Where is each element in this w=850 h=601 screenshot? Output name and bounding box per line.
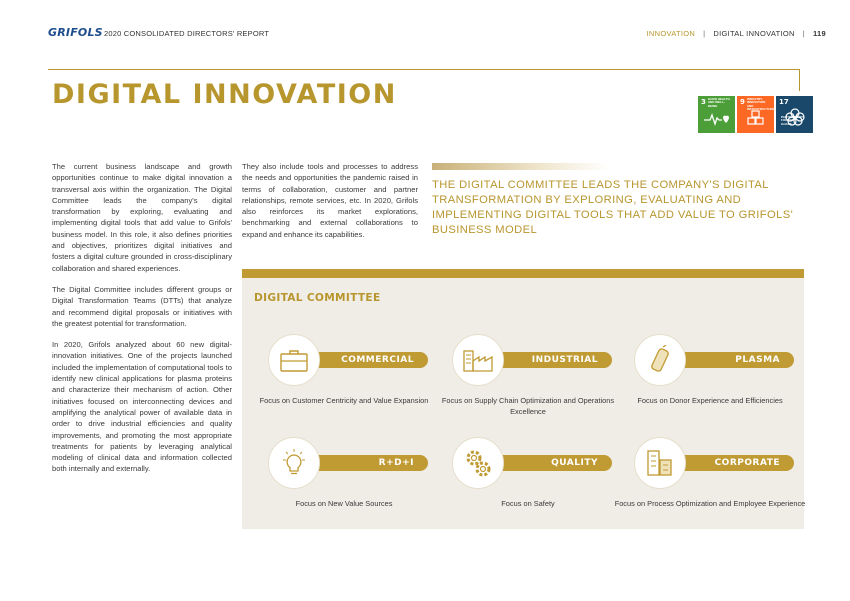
plasma-bag-icon — [634, 334, 686, 386]
team-focus: Focus on Safety — [501, 499, 555, 508]
breadcrumb-separator: | — [802, 29, 805, 38]
team-focus: Focus on Supply Chain Optimization and Operations Excellence — [441, 396, 615, 416]
breadcrumb — [647, 29, 826, 38]
team-focus: Focus on New Value Sources — [295, 499, 393, 508]
report-title: 2020 CONSOLIDATED DIRECTORS' REPORT — [104, 29, 270, 38]
team-plasma — [610, 318, 783, 418]
team-label: COMMERCIAL — [278, 352, 428, 368]
body-paragraph: The Digital Committee includes different groups or Digital Transformation Teams (DTTs) that analyze and recommend digital proposals or initiatives with the greatest potential for transformation. — [52, 284, 232, 328]
title-divider-corner — [799, 69, 800, 91]
breadcrumb-page[interactable]: DIGITAL INNOVATION — [713, 29, 795, 38]
team-label: CORPORATE — [644, 455, 794, 471]
pull-quote: THE DIGITAL COMMITTEE LEADS THE COMPANY'S DIGITAL TRANSFORMATION BY EXPLORING, EVALUATING AND IMPLEMENTING DIGITAL TOOLS THAT ADD VALUE TO GRIFOLS' BUSINESS MODEL — [432, 179, 794, 236]
team-commercial — [244, 318, 429, 418]
team-focus: Focus on Process Optimization and Employee Experience — [614, 499, 806, 508]
team-label: R+D+I — [278, 455, 428, 471]
sdg-3-icon: $^3$ GOOD HEALTH AND WELL-BEING — [698, 96, 735, 133]
factory-icon — [452, 334, 504, 386]
breadcrumb-section[interactable]: INNOVATION — [646, 29, 696, 38]
body-column-middle — [242, 161, 418, 250]
rings-icon — [776, 108, 813, 130]
team-corporate — [610, 421, 806, 521]
gears-icon — [452, 437, 504, 489]
title-divider — [48, 69, 800, 70]
team-industrial — [428, 318, 615, 418]
team-label: PLASMA — [644, 352, 794, 368]
team-label: INDUSTRIAL — [462, 352, 612, 368]
page-header — [0, 0, 850, 60]
breadcrumb-separator: | — [703, 29, 706, 38]
body-column-left — [52, 161, 232, 485]
sdg-icons — [698, 96, 813, 133]
team-focus: Focus on Customer Centricity and Value Expansion — [259, 396, 429, 405]
heartbeat-icon — [698, 112, 735, 130]
team-label: QUALITY — [462, 455, 612, 471]
body-paragraph: They also include tools and processes to address the needs and opportunities the pandemic raised in terms of collaboration, customer and partner relationships, remote services, etc. In 2020, Grifols also reinforces its market explorations, benchmarking and external collaborations to expand and enhance its capabilities. — [242, 162, 418, 239]
grifols-logo: GRIFOLS — [48, 26, 103, 39]
page-number: 119 — [813, 29, 826, 38]
page-title: DIGITAL INNOVATION — [52, 79, 397, 110]
sdg-17-icon: $^{17}$PARTNERSHIPS FOR THE GOALS — [776, 96, 813, 133]
cubes-icon — [737, 110, 774, 130]
digital-committee-panel — [242, 269, 804, 529]
lightbulb-icon — [268, 437, 320, 489]
briefcase-icon — [268, 334, 320, 386]
team-quality — [428, 421, 598, 521]
body-paragraph: The current business landscape and growth opportunities continue to make digital innovation a transversal axis within the organization. The Digital Committee leads the company's digital transformation by exploring, evaluating and implementing digital tools that add value to Grifols' business model. In this role, it also defines priorities and objectives, prioritizes digital initiatives and fosters a digital culture grounded in cross-disciplinary collaboration and shared experiences. — [52, 162, 232, 273]
buildings-icon — [634, 437, 686, 489]
committee-title: DIGITAL COMMITTEE — [254, 292, 381, 304]
quote-accent-bar — [432, 163, 610, 170]
team-rdi — [244, 421, 414, 521]
sdg-9-icon: $^9$ INDUSTRY, INNOVATION AND INFRASTRUCTURE — [737, 96, 774, 133]
body-paragraph: In 2020, Grifols analyzed about 60 new digital-innovation initiatives. One of the projects launched included the implementation of computational tools to identify new clinical applications for plasma proteins and characterize their mechanism of action. Other initiatives focused on interconnecting devices and amplifying the analytical power of available data in order to drive industrial efficiencies and quality improvements, and promoting the most appropriate treatments for patients by leveraging analytical modeling of clinical data and information collected both internally and externally. — [52, 340, 232, 474]
team-focus: Focus on Donor Experience and Efficiencies — [637, 396, 783, 405]
